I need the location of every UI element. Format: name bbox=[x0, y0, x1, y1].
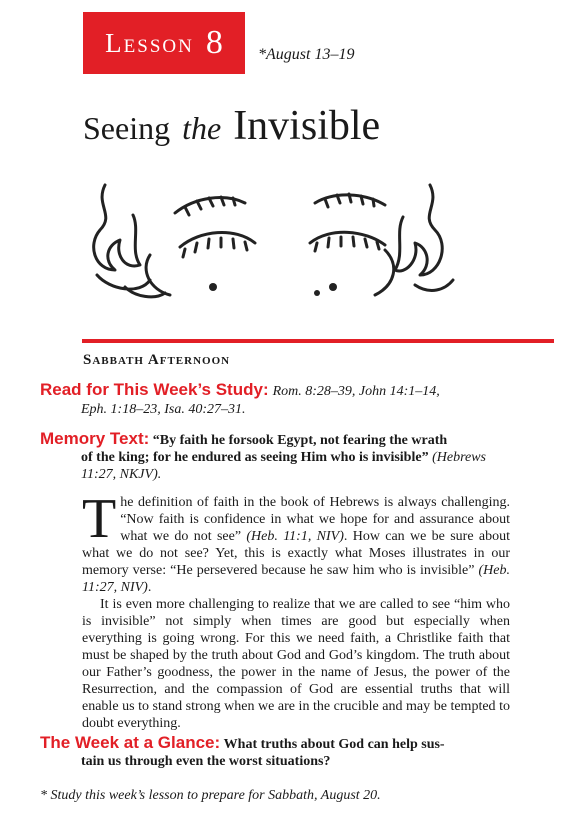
lesson-number: 8 bbox=[205, 24, 223, 61]
glance-question-line2: tain us through even the worst situations? bbox=[81, 754, 331, 769]
body-paragraph-2: It is even more challenging to realize that we are called to see “him who is invisible” not simply when times are good but especially when everything is going wrong. For this we need faith, a Christlike faith that must be shaped by the truth about God and God’s kingdom. The truth about our Father’s goodness, the power in the name of Jesus, the power of the Resurrection, and the compassion of God are essential truths that will enable us to stand strong when we are in the crucible and may be tempted to doubt everything. bbox=[82, 597, 510, 731]
glance-question-line1: What truths about God can help sus- bbox=[223, 737, 445, 752]
page-title bbox=[83, 102, 380, 150]
body-p1-text-c: . bbox=[147, 580, 152, 595]
body-p1-cite-1: (Heb. 11:1, NIV) bbox=[246, 529, 344, 544]
body-p1-cite-2: (Heb. 11:27, NIV) bbox=[82, 563, 510, 595]
body-paragraph-1 bbox=[82, 488, 510, 596]
glance-label: The Week at a Glance: bbox=[40, 733, 221, 752]
memory-quote-line2: of the king; for he endured as seeing Him who is invisible” bbox=[81, 450, 429, 465]
memory-text bbox=[40, 430, 540, 483]
week-at-a-glance bbox=[40, 734, 530, 770]
footnote: * Study this week’s lesson to prepare for Sabbath, August 20. bbox=[40, 788, 381, 803]
memory-label: Memory Text: bbox=[40, 429, 150, 448]
section-divider bbox=[82, 339, 554, 343]
title-word-invisible: Invisible bbox=[233, 103, 381, 149]
memory-quote-line1: “By faith he forsook Egypt, not fearing the wrath bbox=[152, 433, 448, 448]
memory-cite-line3: 11:27, NKJV). bbox=[81, 467, 162, 482]
lesson-word: Lesson bbox=[105, 27, 194, 58]
body-p1-text-a: he definition of faith in the book of Hebrews is always challenging. “Now faith is confidence in what we hope for and assurance about what we do not see” bbox=[120, 495, 510, 544]
lesson-badge bbox=[83, 12, 245, 74]
read-refs-line1: Rom. 8:28–39, John 14:1–14, bbox=[272, 384, 440, 399]
section-heading: Sabbath Afternoon bbox=[83, 352, 231, 368]
read-refs-line2: Eph. 1:18–23, Isa. 40:27–31. bbox=[81, 402, 246, 417]
title-word-seeing: Seeing bbox=[83, 110, 171, 146]
body-p1-text-b: . How can we be sure about what we do not see? Yet, this is exactly what Moses illustrates in our memory verse: “He persevered because he saw him who is invisible” bbox=[82, 529, 510, 578]
read-label: Read for This Week’s Study: bbox=[40, 380, 269, 399]
drop-cap: T bbox=[82, 488, 117, 550]
read-for-study bbox=[40, 381, 510, 419]
lesson-dates: *August 13–19 bbox=[258, 46, 355, 63]
lesson-body bbox=[82, 488, 510, 732]
title-word-the: the bbox=[182, 110, 222, 146]
closed-eyes-illustration bbox=[85, 175, 465, 315]
memory-cite-line2: (Hebrews bbox=[432, 450, 486, 465]
